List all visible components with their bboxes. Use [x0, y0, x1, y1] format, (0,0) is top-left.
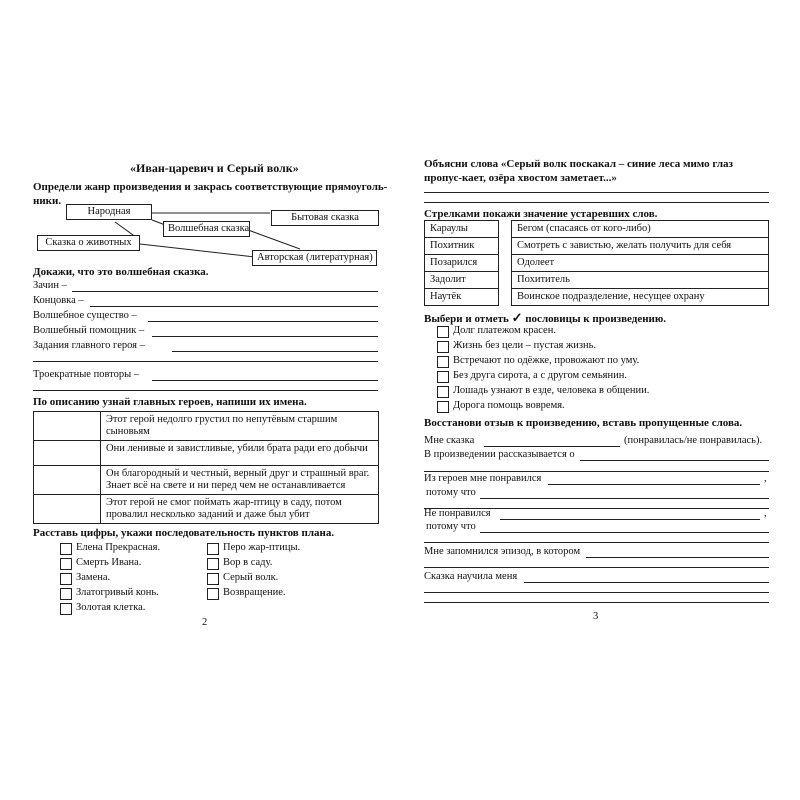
story-title: «Иван-царевич и Серый волк»	[130, 161, 299, 175]
checkmark-icon: ✓	[511, 310, 523, 325]
word-meaning[interactable]: Бегом (спасаясь от кого-либо)	[512, 221, 769, 238]
task-plan: Расставь цифры, укажи последовательность пунктов плана.	[33, 527, 335, 539]
archaic-word[interactable]: Караулы	[425, 221, 499, 238]
review-label: потому что	[426, 487, 476, 498]
proverb-checkbox[interactable]	[437, 326, 449, 338]
answer-line[interactable]	[148, 321, 378, 322]
answer-line[interactable]	[172, 351, 378, 352]
answer-line[interactable]	[424, 592, 769, 593]
plan-item: Золотая клетка.	[76, 602, 146, 613]
answer-line[interactable]	[580, 460, 769, 461]
answer-line[interactable]	[480, 498, 769, 499]
answer-line[interactable]	[500, 519, 760, 520]
proverb-checkbox[interactable]	[437, 386, 449, 398]
answer-line[interactable]	[424, 602, 769, 603]
task-archaic: Стрелками покажи значение устаревших слов.	[424, 208, 658, 220]
hero-answer-cell[interactable]	[34, 495, 101, 524]
plan-item: Серый волк.	[223, 572, 279, 583]
review-label: (понравилась/не понравилась).	[624, 435, 763, 446]
proverb-item: Жизнь без цели – пустая жизнь.	[453, 340, 597, 351]
genre-box-folk[interactable]: Народная	[66, 204, 152, 220]
proof-label: Зачин –	[33, 280, 67, 291]
answer-line[interactable]	[424, 202, 769, 203]
page-number-right: 3	[593, 611, 599, 622]
word-meaning[interactable]: Воинское подразделение, несущее охрану	[512, 289, 769, 306]
review-label: Сказка научила меня	[424, 571, 518, 582]
proverb-item: Дорога помощь вовремя.	[453, 400, 565, 411]
number-box[interactable]	[207, 543, 219, 555]
genre-box-everyday[interactable]: Бытовая сказка	[271, 210, 379, 226]
archaic-word[interactable]: Задолит	[425, 272, 499, 289]
plan-item: Возвращение.	[223, 587, 286, 598]
archaic-words-table	[424, 220, 499, 306]
number-box[interactable]	[60, 603, 72, 615]
proof-label: Задания главного героя –	[33, 340, 145, 351]
answer-line[interactable]	[424, 471, 769, 472]
task-proverbs-text-pre: Выбери и отметь	[424, 313, 509, 325]
proverb-item: Встречают по одёжке, провожают по уму.	[453, 355, 640, 366]
answer-line[interactable]	[484, 446, 620, 447]
plan-item: Смерть Ивана.	[76, 557, 142, 568]
number-box[interactable]	[207, 573, 219, 585]
hero-description: Этот герой недолго грустил по непутёвым старшим сыновьям	[101, 412, 379, 441]
plan-item: Вор в саду.	[223, 557, 273, 568]
word-meaning[interactable]: Похититель	[512, 272, 769, 289]
number-box[interactable]	[207, 588, 219, 600]
proof-label: Концовка –	[33, 295, 84, 306]
review-label: В произведении рассказывается о	[424, 449, 575, 460]
number-box[interactable]	[60, 543, 72, 555]
task-review: Восстанови отзыв к произведению, вставь пропущенные слова.	[424, 417, 743, 429]
task-prove: Докажи, что это волшебная сказка.	[33, 266, 209, 278]
plan-item: Перо жар-птицы.	[223, 542, 301, 553]
review-comma: ,	[764, 473, 767, 484]
number-box[interactable]	[60, 588, 72, 600]
task-proverbs	[424, 310, 666, 326]
genre-box-animals[interactable]: Сказка о животных	[37, 235, 140, 251]
proverb-checkbox[interactable]	[437, 401, 449, 413]
plan-item: Златогривый конь.	[76, 587, 159, 598]
plan-item: Елена Прекрасная.	[76, 542, 161, 553]
proverb-checkbox[interactable]	[437, 371, 449, 383]
answer-line[interactable]	[33, 361, 378, 362]
page-number-left: 2	[202, 617, 208, 628]
answer-line[interactable]	[424, 542, 769, 543]
proverb-checkbox[interactable]	[437, 341, 449, 353]
meanings-table	[511, 220, 769, 306]
proof-label: Волшебное существо –	[33, 310, 137, 321]
proverb-checkbox[interactable]	[437, 356, 449, 368]
answer-line[interactable]	[548, 484, 760, 485]
review-label: потому что	[426, 521, 476, 532]
proof-label: Волшебный помощник –	[33, 325, 145, 336]
review-label: Мне сказка	[424, 435, 475, 446]
task-explain: Объясни слова «Серый волк поскакал – синие леса мимо глаз пропус-кает, озёра хвостом заметает...»	[424, 158, 733, 184]
answer-line[interactable]	[424, 567, 769, 568]
hero-answer-cell[interactable]	[34, 466, 101, 495]
answer-line[interactable]	[480, 532, 769, 533]
answer-line[interactable]	[524, 582, 769, 583]
archaic-word[interactable]: Наутёк	[425, 289, 499, 306]
number-box[interactable]	[60, 558, 72, 570]
review-label: Из героев мне понравился	[424, 473, 542, 484]
task-genre: Определи жанр произведения и закрась соответствующие прямоуголь-ники.	[33, 181, 388, 207]
hero-answer-cell[interactable]	[34, 412, 101, 441]
hero-description: Этот герой не смог поймать жар-птицу в саду, потом провалил несколько заданий и даже был убит	[101, 495, 379, 524]
word-meaning[interactable]: Смотреть с завистью, желать получить для себя	[512, 238, 769, 255]
answer-line[interactable]	[424, 192, 769, 193]
proverb-item: Долг платежом красен.	[453, 325, 556, 336]
proverb-item: Лошадь узнают в езде, человека в общении.	[453, 385, 650, 396]
hero-answer-cell[interactable]	[34, 441, 101, 466]
review-label: Не понравился	[424, 508, 491, 519]
archaic-word[interactable]: Похитник	[425, 238, 499, 255]
plan-item: Замена.	[76, 572, 111, 583]
proof-label: Троекратные повторы –	[33, 369, 140, 380]
answer-line[interactable]	[152, 336, 378, 337]
genre-box-magic[interactable]: Волшебная сказка	[163, 221, 250, 237]
number-box[interactable]	[60, 573, 72, 585]
answer-line[interactable]	[72, 291, 378, 292]
number-box[interactable]	[207, 558, 219, 570]
hero-description: Он благородный и честный, верный друг и страшный враг. Знает всё на свете и ни перед чем не останавливается	[101, 466, 379, 495]
answer-line[interactable]	[33, 390, 378, 391]
hero-description: Они ленивые и завистливые, убили брата ради его добычи	[101, 441, 379, 466]
heroes-table	[33, 411, 379, 524]
answer-line[interactable]	[586, 557, 769, 558]
proverb-item: Без друга сирота, а с другом семьянин.	[453, 370, 627, 381]
review-label: Мне запомнился эпизод, в котором	[424, 546, 581, 557]
answer-line[interactable]	[152, 380, 378, 381]
review-comma: ,	[764, 508, 767, 519]
answer-line[interactable]	[90, 306, 378, 307]
task-proverbs-text-post: пословицы к произведению.	[525, 313, 667, 325]
archaic-word[interactable]: Позарился	[425, 255, 499, 272]
genre-box-author[interactable]: Авторская (литературная)	[252, 250, 377, 266]
task-heroes: По описанию узнай главных героев, напиши их имена.	[33, 396, 307, 408]
word-meaning[interactable]: Одолеет	[512, 255, 769, 272]
